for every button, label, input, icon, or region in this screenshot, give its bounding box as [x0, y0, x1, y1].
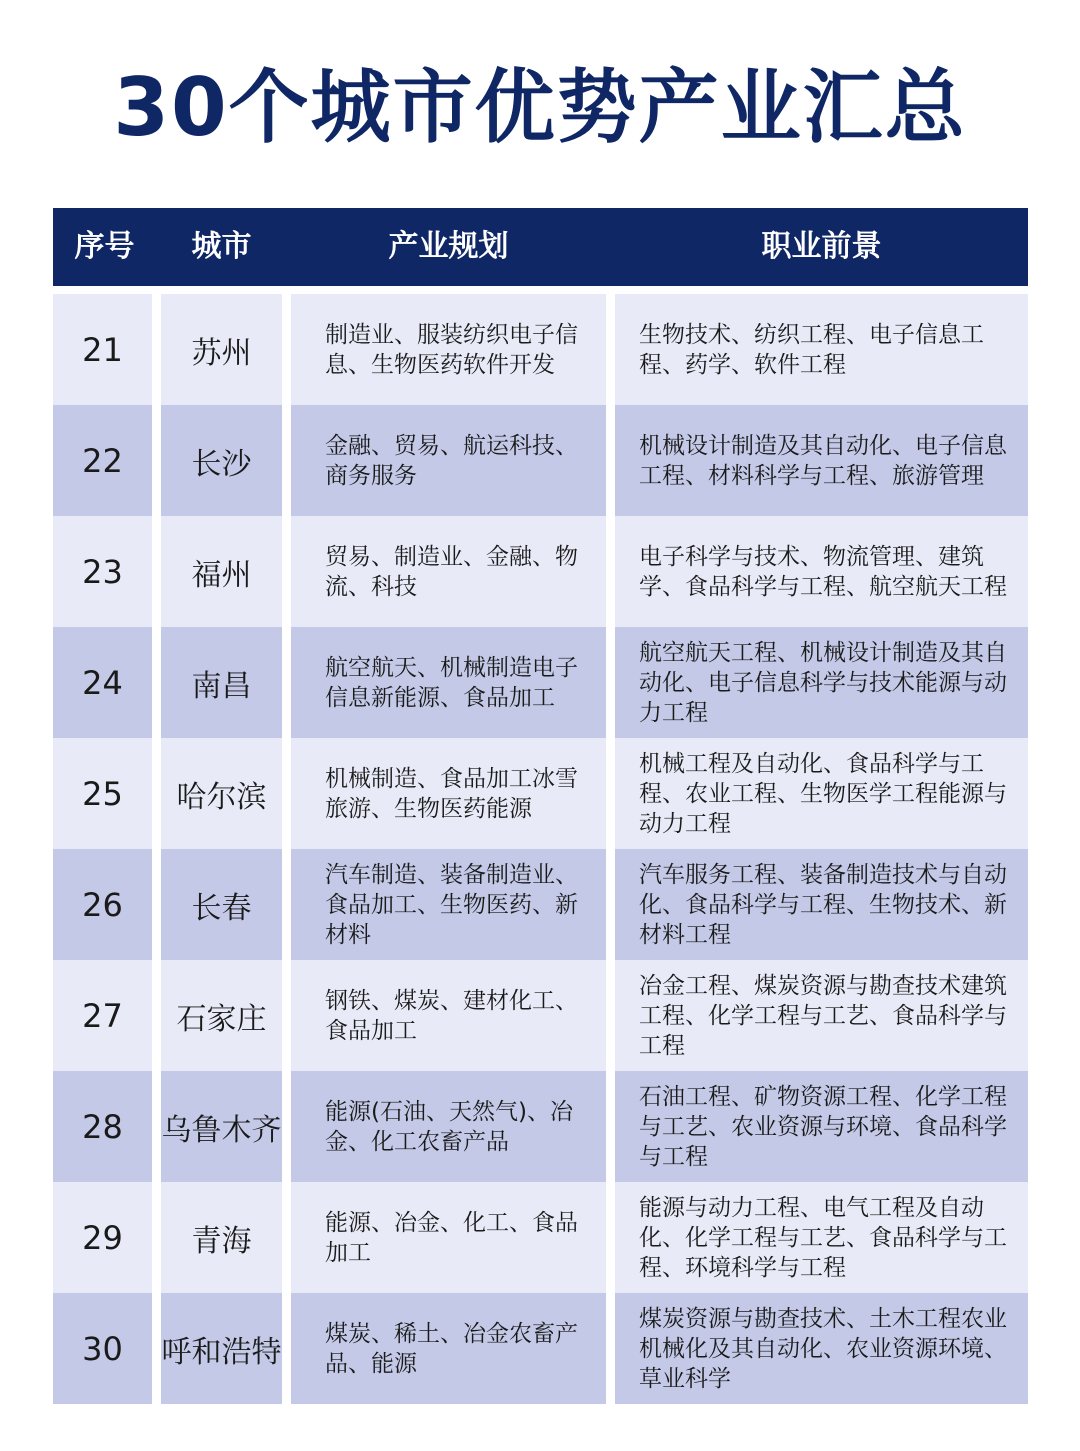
header-career: 职业前景 — [761, 229, 882, 264]
cell-no: 29 — [53, 1182, 152, 1293]
cell-city: 青海 — [161, 1182, 282, 1293]
header-no: 序号 — [74, 229, 135, 264]
cell-industry: 能源、冶金、化工、食品加工 — [291, 1182, 606, 1293]
table-row — [53, 294, 1028, 405]
cell-no: 30 — [53, 1293, 152, 1404]
table-row — [53, 516, 1028, 627]
cell-industry: 能源(石油、天然气)、冶金、化工农畜产品 — [291, 1071, 606, 1182]
cell-industry: 煤炭、稀土、冶金农畜产品、能源 — [291, 1293, 606, 1404]
table-row — [53, 627, 1028, 738]
cell-career: 汽车服务工程、装备制造技术与自动化、食品科学与工程、生物技术、新材料工程 — [615, 849, 1028, 960]
cell-career: 石油工程、矿物资源工程、化学工程与工艺、农业资源与环境、食品科学与工程 — [615, 1071, 1028, 1182]
cell-city: 长春 — [161, 849, 282, 960]
cell-city: 南昌 — [161, 627, 282, 738]
cell-career: 煤炭资源与勘查技术、土木工程农业机械化及其自动化、农业资源环境、草业科学 — [615, 1293, 1028, 1404]
cell-no: 27 — [53, 960, 152, 1071]
cell-industry: 汽车制造、装备制造业、食品加工、生物医药、新材料 — [291, 849, 606, 960]
cell-city: 福州 — [161, 516, 282, 627]
cell-industry: 金融、贸易、航运科技、商务服务 — [291, 405, 606, 516]
cell-career: 冶金工程、煤炭资源与勘查技术建筑工程、化学工程与工艺、食品科学与工程 — [615, 960, 1028, 1071]
cell-industry: 航空航天、机械制造电子信息新能源、食品加工 — [291, 627, 606, 738]
cell-no: 24 — [53, 627, 152, 738]
header-city: 城市 — [191, 229, 252, 264]
cell-career: 机械设计制造及其自动化、电子信息工程、材料科学与工程、旅游管理 — [615, 405, 1028, 516]
cell-city: 乌鲁木齐 — [161, 1071, 282, 1182]
table-row — [53, 1293, 1028, 1404]
table-row — [53, 405, 1028, 516]
cell-career: 电子科学与技术、物流管理、建筑学、食品科学与工程、航空航天工程 — [615, 516, 1028, 627]
header-industry: 产业规划 — [388, 229, 509, 264]
cell-city: 哈尔滨 — [161, 738, 282, 849]
cell-city: 苏州 — [161, 294, 282, 405]
cell-career: 航空航天工程、机械设计制造及其自动化、电子信息科学与技术能源与动力工程 — [615, 627, 1028, 738]
table-row — [53, 1182, 1028, 1293]
cell-city: 石家庄 — [161, 960, 282, 1071]
table-row — [53, 849, 1028, 960]
table-row — [53, 960, 1028, 1071]
cell-no: 21 — [53, 294, 152, 405]
cell-no: 23 — [53, 516, 152, 627]
cell-industry: 贸易、制造业、金融、物流、科技 — [291, 516, 606, 627]
cell-no: 28 — [53, 1071, 152, 1182]
cell-no: 25 — [53, 738, 152, 849]
cell-no: 22 — [53, 405, 152, 516]
cell-industry: 机械制造、食品加工冰雪旅游、生物医药能源 — [291, 738, 606, 849]
cell-no: 26 — [53, 849, 152, 960]
table-row — [53, 1071, 1028, 1182]
cell-career: 能源与动力工程、电气工程及自动化、化学工程与工艺、食品科学与工程、环境科学与工程 — [615, 1182, 1028, 1293]
table-body — [53, 294, 1028, 1404]
cell-career: 生物技术、纺织工程、电子信息工程、药学、软件工程 — [615, 294, 1028, 405]
table-row — [53, 738, 1028, 849]
cell-industry: 制造业、服装纺织电子信息、生物医药软件开发 — [291, 294, 606, 405]
cell-industry: 钢铁、煤炭、建材化工、食品加工 — [291, 960, 606, 1071]
page-title: 30个城市优势产业汇总 — [113, 61, 967, 154]
table-header — [53, 208, 1028, 286]
cell-city: 呼和浩特 — [161, 1293, 282, 1404]
cell-city: 长沙 — [161, 405, 282, 516]
cell-career: 机械工程及自动化、食品科学与工程、农业工程、生物医学工程能源与动力工程 — [615, 738, 1028, 849]
